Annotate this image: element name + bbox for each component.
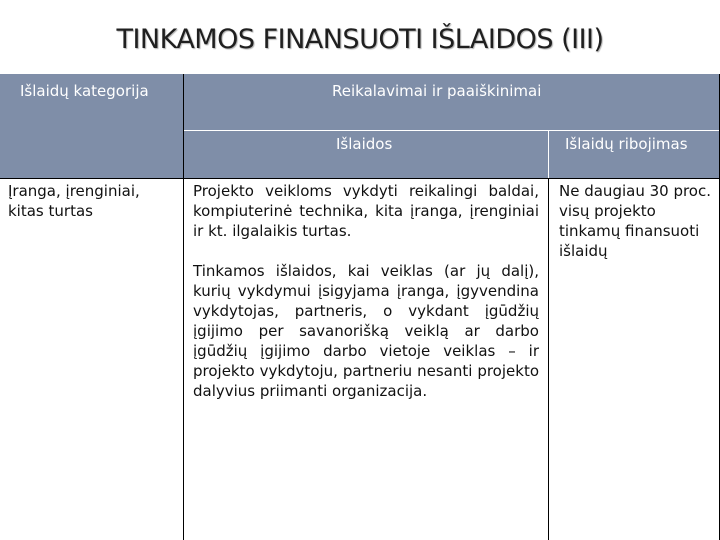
slide-title: TINKAMOS FINANSUOTI IŠLAIDOS (III) xyxy=(116,24,604,55)
category-text: Įranga, įrenginiai, kitas turtas xyxy=(8,182,140,220)
expenses-paragraph-2: Tinkamos išlaidos, kai veiklas (ar jų dalį), kurių vykdymui įsigyjama įranga, įgyvendina vykdytojas, partneris, o vykdant įgūdžių įgijimo per savanorišką veiklą ar darbo įgūdžių įgijimo darbo vietoje veiklas – ir projekto vykdytoju, partneriu nesanti projekto dalyvius priimanti organizacija. xyxy=(193,262,539,400)
expenses-paragraph-1: Projekto veikloms vykdyti reikalingi baldai, kompiuterinė technika, kita įranga, įrenginiai ir kt. ilgalaikis turtas. xyxy=(193,182,539,240)
cell-expenses xyxy=(193,181,539,401)
cell-limit xyxy=(559,181,713,261)
header-requirements xyxy=(184,74,720,130)
row-top-border xyxy=(0,178,720,179)
column-divider-1 xyxy=(183,74,184,540)
header-limit-label: Išlaidų ribojimas xyxy=(565,135,688,153)
header-category xyxy=(0,74,183,178)
header-limit xyxy=(549,131,720,178)
header-expenses-label: Išlaidos xyxy=(336,135,393,153)
column-divider-2 xyxy=(548,178,549,540)
header-divider-vertical xyxy=(548,131,549,178)
cell-category xyxy=(8,181,176,221)
header-expenses xyxy=(184,131,548,178)
header-requirements-label: Reikalavimai ir paaiškinimai xyxy=(332,82,542,100)
limit-text: Ne daugiau 30 proc. visų projekto tinkamų finansuoti išlaidų xyxy=(559,182,711,260)
header-divider-horizontal xyxy=(184,130,720,131)
header-category-label: Išlaidų kategorija xyxy=(20,82,149,100)
